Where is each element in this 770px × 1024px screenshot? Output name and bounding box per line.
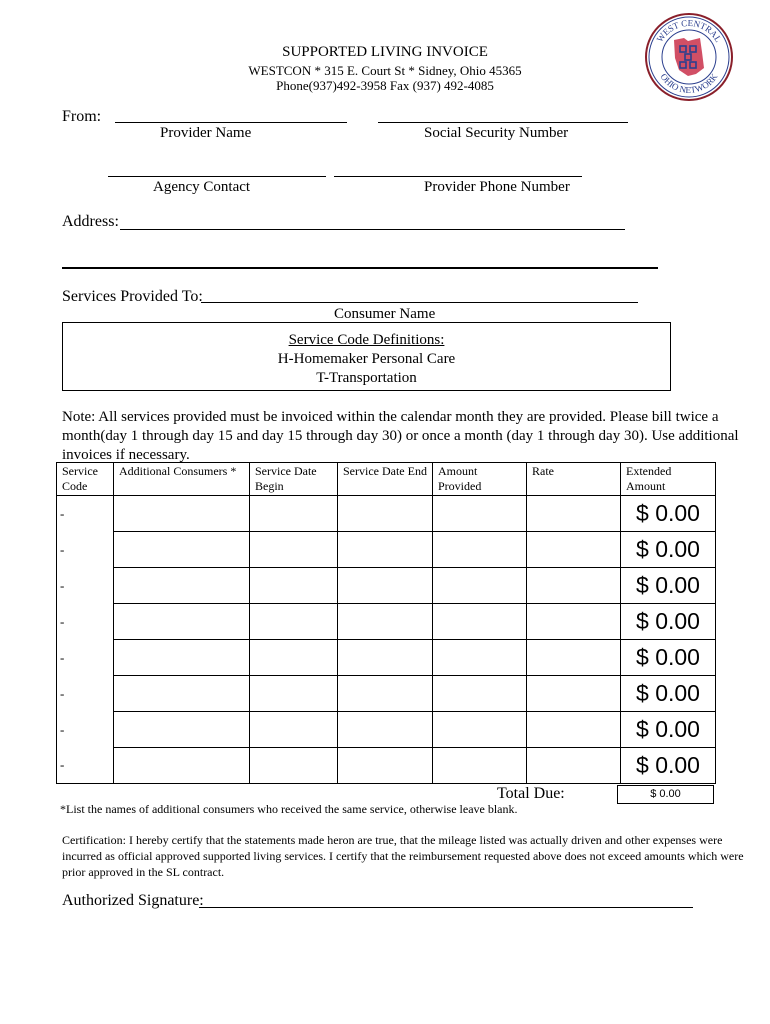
- address-label: Address:: [62, 213, 119, 230]
- service-code-select[interactable]: -: [57, 748, 114, 784]
- col-service-date-begin: Service Date Begin: [250, 463, 338, 496]
- billing-note: Note: All services provided must be invoiced within the calendar month they are provided. Please bill twice a month(day 1 through day 15 and day 15 through day 30) or once a month (day 1 through day 30). Use additional invoices if necessary.: [62, 409, 739, 463]
- col-extended-amount: Extended Amount: [621, 463, 716, 496]
- date-begin-cell[interactable]: [250, 676, 338, 712]
- provider-name-label: Provider Name: [160, 125, 252, 141]
- service-code-select[interactable]: -: [57, 640, 114, 676]
- service-code-select[interactable]: -: [57, 532, 114, 568]
- date-begin-cell[interactable]: [250, 568, 338, 604]
- rate-cell[interactable]: [527, 496, 621, 532]
- date-end-cell[interactable]: [338, 676, 433, 712]
- rate-cell[interactable]: [527, 604, 621, 640]
- service-code-select[interactable]: -: [57, 496, 114, 532]
- rate-cell[interactable]: [527, 712, 621, 748]
- provider-phone-field[interactable]: [334, 176, 582, 177]
- rate-cell[interactable]: [527, 532, 621, 568]
- amount-provided-cell[interactable]: [433, 604, 527, 640]
- amount-provided-cell[interactable]: [433, 640, 527, 676]
- table-row: [57, 712, 716, 748]
- amount-provided-cell[interactable]: [433, 496, 527, 532]
- provider-phone-label: Provider Phone Number: [424, 179, 570, 195]
- table-row: [57, 532, 716, 568]
- date-begin-cell[interactable]: [250, 532, 338, 568]
- additional-consumers-cell[interactable]: [114, 568, 250, 604]
- additional-consumers-cell[interactable]: [114, 604, 250, 640]
- col-additional-consumers: Additional Consumers *: [114, 463, 250, 496]
- extended-amount-cell: $ 0.00: [621, 532, 716, 568]
- additional-consumers-cell[interactable]: [114, 676, 250, 712]
- date-begin-cell[interactable]: [250, 496, 338, 532]
- additional-consumers-cell[interactable]: [114, 712, 250, 748]
- table-row: [57, 640, 716, 676]
- signature-field[interactable]: [199, 907, 693, 908]
- service-code-definitions-box: [62, 322, 671, 391]
- date-begin-cell[interactable]: [250, 640, 338, 676]
- date-end-cell[interactable]: [338, 532, 433, 568]
- ssn-field[interactable]: [378, 122, 628, 123]
- amount-provided-cell[interactable]: [433, 748, 527, 784]
- address-field[interactable]: [120, 229, 625, 230]
- date-end-cell[interactable]: [338, 604, 433, 640]
- date-begin-cell[interactable]: [250, 748, 338, 784]
- definition-transportation: T-Transportation: [316, 370, 417, 386]
- date-end-cell[interactable]: [338, 640, 433, 676]
- extended-amount-cell: $ 0.00: [621, 748, 716, 784]
- date-begin-cell[interactable]: [250, 712, 338, 748]
- col-service-date-end: Service Date End: [338, 463, 433, 496]
- service-code-select[interactable]: -: [57, 604, 114, 640]
- consumer-name-field[interactable]: [201, 302, 638, 303]
- total-due-value: $ 0.00: [617, 785, 714, 804]
- from-label: From:: [62, 108, 102, 125]
- invoice-table: [56, 462, 716, 784]
- consumer-name-label: Consumer Name: [334, 306, 436, 322]
- rate-cell[interactable]: [527, 748, 621, 784]
- services-to-label: Services Provided To:: [62, 288, 203, 305]
- extended-amount-cell: $ 0.00: [621, 676, 716, 712]
- additional-consumers-cell[interactable]: [114, 640, 250, 676]
- definitions-heading: Service Code Definitions:: [288, 332, 445, 348]
- date-begin-cell[interactable]: [250, 604, 338, 640]
- date-end-cell[interactable]: [338, 712, 433, 748]
- extended-amount-cell: $ 0.00: [621, 496, 716, 532]
- amount-provided-cell[interactable]: [433, 568, 527, 604]
- service-code-select[interactable]: -: [57, 676, 114, 712]
- total-due-label: Total Due:: [497, 785, 565, 802]
- col-service-code: Service Code: [57, 463, 114, 496]
- amount-provided-cell[interactable]: [433, 676, 527, 712]
- page-title: SUPPORTED LIVING INVOICE: [282, 44, 488, 60]
- rate-cell[interactable]: [527, 568, 621, 604]
- ssn-label: Social Security Number: [424, 125, 569, 141]
- table-row: [57, 676, 716, 712]
- west-central-ohio-network-logo: [644, 12, 734, 102]
- amount-provided-cell[interactable]: [433, 712, 527, 748]
- amount-provided-cell[interactable]: [433, 532, 527, 568]
- date-end-cell[interactable]: [338, 748, 433, 784]
- logo-top-text: WEST CENTRAL: [654, 17, 724, 44]
- org-phone: Phone(937)492-3958 Fax (937) 492-4085: [276, 78, 494, 93]
- provider-name-field[interactable]: [115, 122, 347, 123]
- additional-consumers-footnote: *List the names of additional consumers who received the same service, otherwise leave blank.: [60, 802, 518, 816]
- col-amount-provided: Amount Provided: [433, 463, 527, 496]
- rate-cell[interactable]: [527, 676, 621, 712]
- extended-amount-cell: $ 0.00: [621, 604, 716, 640]
- additional-consumers-cell[interactable]: [114, 532, 250, 568]
- service-code-select[interactable]: -: [57, 568, 114, 604]
- address-divider: [62, 267, 658, 269]
- date-end-cell[interactable]: [338, 496, 433, 532]
- agency-contact-label: Agency Contact: [153, 179, 251, 195]
- table-header-row: [57, 463, 716, 496]
- extended-amount-cell: $ 0.00: [621, 568, 716, 604]
- table-row: [57, 496, 716, 532]
- certification-text: Certification: I hereby certify that the statements made heron are true, that the mileage listed was actually driven and other expenses were incurred as official approved supported living services. I certify that the reimbursement requested above does not exceed amounts which were prior approved in the SL contract.: [62, 833, 744, 879]
- agency-contact-field[interactable]: [108, 176, 326, 177]
- rate-cell[interactable]: [527, 640, 621, 676]
- extended-amount-cell: $ 0.00: [621, 712, 716, 748]
- signature-label: Authorized Signature:: [62, 892, 204, 909]
- table-row: [57, 748, 716, 784]
- additional-consumers-cell[interactable]: [114, 748, 250, 784]
- org-address: WESTCON * 315 E. Court St * Sidney, Ohio 45365: [248, 63, 522, 78]
- date-end-cell[interactable]: [338, 568, 433, 604]
- logo-bottom-text: OHIO NETWORK: [658, 71, 720, 96]
- additional-consumers-cell[interactable]: [114, 496, 250, 532]
- table-row: [57, 604, 716, 640]
- extended-amount-cell: $ 0.00: [621, 640, 716, 676]
- definition-homemaker: H-Homemaker Personal Care: [277, 351, 456, 367]
- table-row: [57, 568, 716, 604]
- col-rate: Rate: [527, 463, 621, 496]
- service-code-select[interactable]: -: [57, 712, 114, 748]
